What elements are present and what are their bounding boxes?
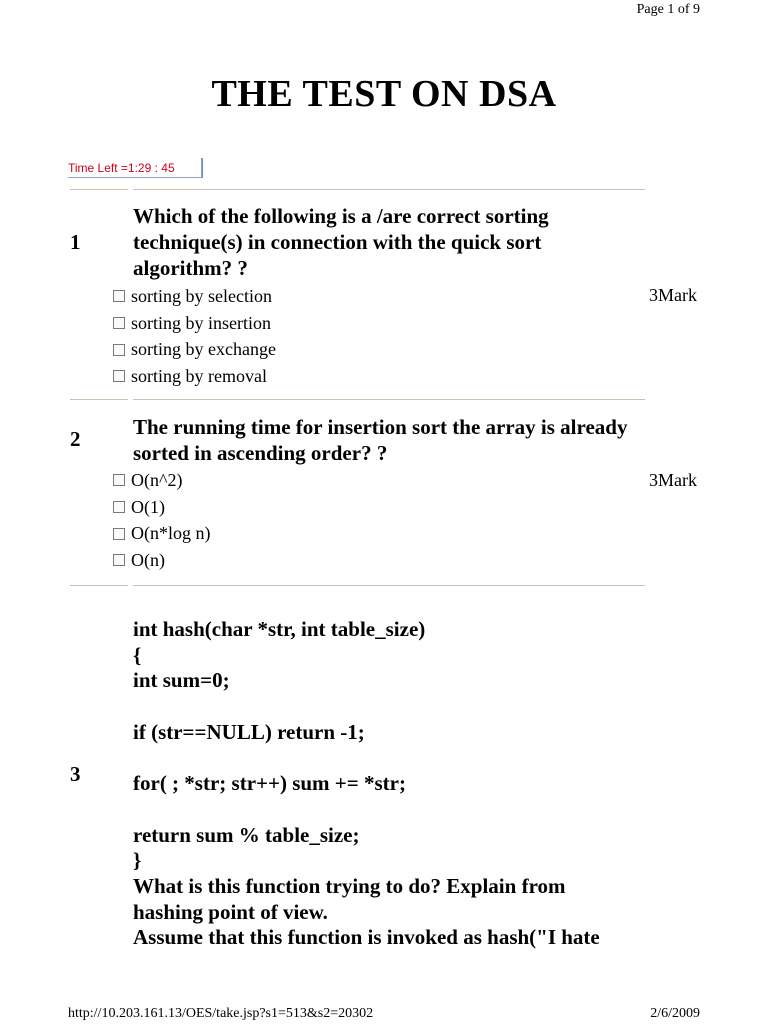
question-text-line: What is this function trying to do? Explain from [133,873,566,898]
options-list [113,467,211,574]
checkbox[interactable] [113,290,125,302]
checkbox[interactable] [113,528,125,540]
marks-label: 3Mark [649,285,697,305]
code-line: for( ; *str; str++) sum += *str; [133,771,406,796]
time-left-field: Time Left =1:29 : 45 [68,158,202,178]
divider [70,189,128,190]
option-row[interactable] [113,467,211,494]
divider [70,585,128,586]
option-label: O(1) [131,496,165,517]
option-label: O(n) [131,549,165,570]
marks-label: 3Mark [649,470,697,490]
divider [133,585,645,586]
code-line: } [133,848,142,873]
code-line [133,745,653,771]
checkbox[interactable] [113,317,125,329]
code-line [133,797,653,823]
question-text: Which of the following is a /are correct sorting technique(s) in connection with the quick sort algorithm? ? [133,204,549,280]
question-text: The running time for insertion sort the array is already sorted in ascending order? ? [133,415,628,465]
options-list [113,283,276,390]
code-line: int hash(char *str, int table_size) [133,617,426,641]
page-number: Page 1 of 9 [636,2,700,17]
code-line: { [133,642,142,667]
checkbox[interactable] [113,501,125,513]
option-row[interactable] [113,310,276,337]
timer-field-edge [202,158,203,178]
option-label: O(n*log n) [131,523,211,544]
divider [70,399,128,400]
code-line: int sum=0; [133,668,230,693]
question-code-block [133,617,653,951]
checkbox[interactable] [113,474,125,486]
footer-date: 2/6/2009 [650,1006,700,1021]
option-row[interactable] [113,283,276,310]
code-line: if (str==NULL) return -1; [133,719,365,744]
option-row[interactable] [113,547,211,574]
code-line [133,694,653,720]
question-number: 3 [70,762,81,786]
checkbox[interactable] [113,344,125,356]
question-text-line: Assume that this function is invoked as hash("I hate [133,925,600,950]
option-label: sorting by insertion [131,312,271,333]
code-line: return sum % table_size; [133,822,360,847]
option-label: sorting by removal [131,365,267,386]
option-row[interactable] [113,336,276,363]
page-title: THE TEST ON DSA [211,73,557,115]
option-label: sorting by exchange [131,339,276,360]
divider [133,189,645,190]
divider [133,399,645,400]
option-label: O(n^2) [131,469,183,490]
question-number: 2 [70,427,81,451]
option-row[interactable] [113,494,211,521]
checkbox[interactable] [113,370,125,382]
question-number: 1 [70,230,81,254]
footer-url: http://10.203.161.13/OES/take.jsp?s1=513&s2=20302 [68,1006,374,1021]
checkbox[interactable] [113,554,125,566]
option-row[interactable] [113,520,211,547]
option-row[interactable] [113,363,276,390]
option-label: sorting by selection [131,285,272,306]
question-text-line: hashing point of view. [133,899,328,924]
